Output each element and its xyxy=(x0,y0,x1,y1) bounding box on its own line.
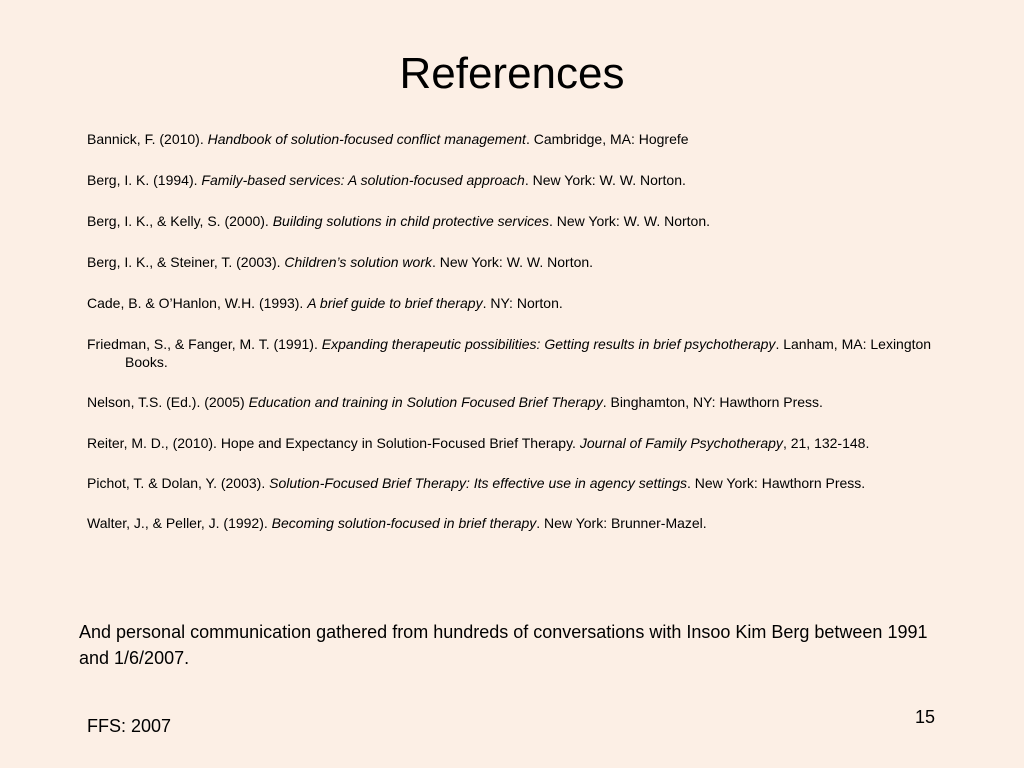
reference-item xyxy=(87,253,937,271)
reference-publisher: . New York: W. W. Norton. xyxy=(524,172,686,188)
reference-item xyxy=(87,434,937,452)
reference-authors-year: Nelson, T.S. (Ed.). (2005) xyxy=(87,394,249,410)
reference-authors-year: Cade, B. & O’Hanlon, W.H. (1993). xyxy=(87,295,308,311)
reference-authors-year: Bannick, F. (2010). xyxy=(87,131,208,147)
reference-title: Becoming solution-focused in brief therapy xyxy=(271,515,537,531)
reference-title: Expanding therapeutic possibilities: Getting results in brief psychotherapy xyxy=(321,336,776,352)
reference-authors-year: Friedman, S., & Fanger, M. T. (1991). xyxy=(87,336,322,352)
reference-publisher: . Binghamton, NY: Hawthorn Press. xyxy=(602,394,823,410)
reference-item xyxy=(87,212,937,230)
reference-item xyxy=(87,474,937,492)
reference-title: A brief guide to brief therapy xyxy=(307,295,483,311)
reference-publisher: . New York: W. W. Norton. xyxy=(432,254,594,270)
reference-publisher: . New York: Brunner-Mazel. xyxy=(536,515,707,531)
reference-title: Family-based services: A solution-focused approach xyxy=(201,172,525,188)
reference-title: Education and training in Solution Focused Brief Therapy xyxy=(248,394,603,410)
slide-title: References xyxy=(399,49,625,98)
reference-item xyxy=(87,514,937,532)
reference-publisher: . NY: Norton. xyxy=(482,295,563,311)
reference-authors-year: Berg, I. K., & Steiner, T. (2003). xyxy=(87,254,285,270)
reference-title: Handbook of solution-focused conflict management xyxy=(207,131,526,147)
reference-title: Children’s solution work xyxy=(284,254,432,270)
reference-title: Solution-Focused Brief Therapy: Its effective use in agency settings xyxy=(269,475,687,491)
reference-title: Journal of Family Psychotherapy xyxy=(579,435,783,451)
reference-title: Building solutions in child protective services xyxy=(272,213,549,229)
reference-authors-year: Walter, J., & Peller, J. (1992). xyxy=(87,515,272,531)
footer-text: FFS: 2007 xyxy=(87,716,172,736)
reference-publisher: . New York: Hawthorn Press. xyxy=(687,475,866,491)
reference-list xyxy=(87,130,937,555)
reference-publisher: . Cambridge, MA: Hogrefe xyxy=(525,131,689,147)
reference-authors-year: Reiter, M. D., (2010). Hope and Expectancy in Solution-Focused Brief Therapy. xyxy=(87,435,580,451)
reference-item xyxy=(87,130,937,148)
reference-item xyxy=(87,171,937,189)
reference-publisher: , 21, 132-148. xyxy=(782,435,870,451)
reference-item xyxy=(87,335,937,371)
reference-item xyxy=(87,393,937,411)
page-number: 15 xyxy=(914,707,936,727)
acknowledgement-note: And personal communication gathered from hundreds of conversations with Insoo Kim Berg between 1991 and 1/6/2007. xyxy=(79,622,928,668)
reference-authors-year: Berg, I. K. (1994). xyxy=(87,172,202,188)
reference-item xyxy=(87,294,937,312)
reference-publisher: . New York: W. W. Norton. xyxy=(548,213,711,229)
reference-authors-year: Pichot, T. & Dolan, Y. (2003). xyxy=(87,475,270,491)
reference-publisher: . Lanham, MA: Lexington Books. xyxy=(125,336,932,370)
reference-authors-year: Berg, I. K., & Kelly, S. (2000). xyxy=(87,213,273,229)
